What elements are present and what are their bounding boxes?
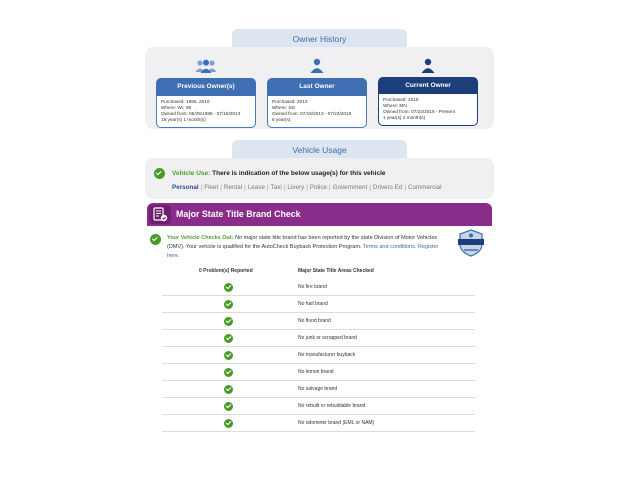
check-icon [224, 334, 233, 343]
check-icon [150, 234, 161, 245]
brand-check-label: No rebuilt or rebuildable brand [298, 403, 366, 409]
check-icon [224, 402, 233, 411]
terms-link[interactable]: Terms and conditions. [362, 244, 417, 250]
table-row [162, 347, 475, 364]
check-icon [224, 300, 233, 309]
owner-detail-line: Where: MN [383, 103, 407, 108]
owner-detail-line: Where: SD [272, 105, 295, 110]
brand-check-label: No hail brand [298, 301, 328, 307]
vehicle-use-statement [172, 170, 386, 177]
usage-item: Personal [172, 184, 199, 191]
previous-owner-heading: Previous Owner(s) [156, 78, 256, 96]
usage-item: Commercial [407, 184, 442, 191]
usage-item: Police [309, 184, 327, 191]
check-icon [224, 368, 233, 377]
last-owner-card [267, 51, 367, 128]
usage-item: Taxi [270, 184, 282, 191]
vehicle-usage-header: Vehicle Usage [232, 140, 407, 160]
document-check-icon [149, 205, 171, 224]
usage-separator: | [404, 184, 406, 191]
owner-detail-line: 1 year(s) 4 month(s) [383, 115, 426, 120]
previous-owner-card [156, 51, 256, 128]
check-icon [224, 351, 233, 360]
check-icon [154, 168, 165, 179]
group-people-icon [156, 51, 256, 73]
check-icon [224, 419, 233, 428]
usage-separator: | [244, 184, 246, 191]
brand-check-label: No manufacturer buyback [298, 352, 356, 358]
table-row [162, 364, 475, 381]
current-owner-details [378, 94, 478, 126]
owner-history-panel [145, 47, 494, 129]
owner-detail-line: Where: WI, WI [161, 105, 192, 110]
brand-check-label: No odometer brand (EML or NAM) [298, 420, 375, 426]
table-row [162, 313, 475, 330]
usage-item: Lease [247, 184, 265, 191]
checks-out-statement [167, 234, 447, 261]
buyback-protection-badge-icon [457, 229, 485, 257]
table-row [162, 279, 475, 296]
owner-detail-line: Owned from: 05/25/1995 - 07/15/2013 [161, 111, 241, 116]
vehicle-use-prefix: Vehicle Use: [172, 170, 211, 177]
brand-check-title: Major State Title Brand Check [176, 209, 301, 219]
owner-detail-line: Purchased: 2013 [272, 99, 308, 104]
usage-separator: | [266, 184, 269, 191]
last-owner-details [267, 96, 367, 128]
owner-history-header: Owner History [232, 29, 407, 49]
brand-check-label: No lemon brand [298, 369, 334, 375]
checks-out-text: No major state title brand has been reported by the state Division of Motor Vehicles (DMV). Your vehicle is qualified for the AutoCheck Buyback Protection Program. [167, 235, 438, 250]
brand-check-banner [147, 203, 492, 226]
table-row [162, 330, 475, 347]
usage-item: Fleet [204, 184, 219, 191]
checks-out-prefix: Your Vehicle Checks Out: [167, 235, 234, 241]
owner-detail-line: 18 year(s) 1 month(s) [161, 117, 206, 122]
previous-owner-details [156, 96, 256, 128]
usage-item: Rental [223, 184, 243, 191]
owner-detail-line: Purchased: 1995, 2010 [161, 99, 210, 104]
person-icon [378, 51, 478, 73]
vehicle-usage-panel [145, 158, 494, 199]
brand-check-label: No salvage brand [298, 386, 338, 392]
table-row [162, 296, 475, 313]
brand-check-label: No junk or scrapped brand [298, 335, 357, 341]
owner-detail-line: Owned from: 07/23/2019 - Present [383, 109, 455, 114]
current-owner-heading: Current Owner [378, 77, 478, 94]
table-row [162, 381, 475, 398]
person-icon [267, 51, 367, 73]
usage-item: Livery [287, 184, 305, 191]
usage-separator: | [306, 184, 308, 191]
brand-check-label: No flood brand [298, 318, 331, 324]
last-owner-heading: Last Owner [267, 78, 367, 96]
usage-separator: | [283, 184, 286, 191]
owner-detail-line: Owned from: 07/15/2013 - 07/23/2019 [272, 111, 352, 116]
problems-column-header: 0 Problem(s) Reported [199, 268, 253, 274]
check-icon [224, 317, 233, 326]
current-owner-card [378, 51, 478, 126]
owner-detail-line: 6 year(s) [272, 117, 291, 122]
check-icon [224, 283, 233, 292]
table-row [162, 415, 475, 432]
vehicle-use-text: There is indication of the below usage(s) for this vehicle [212, 170, 386, 177]
areas-column-header: Major State Title Areas Checked [298, 268, 374, 274]
owner-detail-line: Purchased: 2019 [383, 97, 419, 102]
register-link[interactable]: Register here. [167, 244, 439, 259]
check-icon [224, 385, 233, 394]
usage-type-list [172, 184, 442, 191]
usage-separator: | [328, 184, 331, 191]
table-row [162, 398, 475, 415]
usage-item: Government [332, 184, 368, 191]
brand-check-label: No fire brand [298, 284, 327, 290]
usage-separator: | [369, 184, 371, 191]
usage-separator: | [220, 184, 222, 191]
usage-separator: | [200, 184, 203, 191]
usage-item: Drivers Ed [372, 184, 403, 191]
brand-check-table [162, 279, 475, 432]
